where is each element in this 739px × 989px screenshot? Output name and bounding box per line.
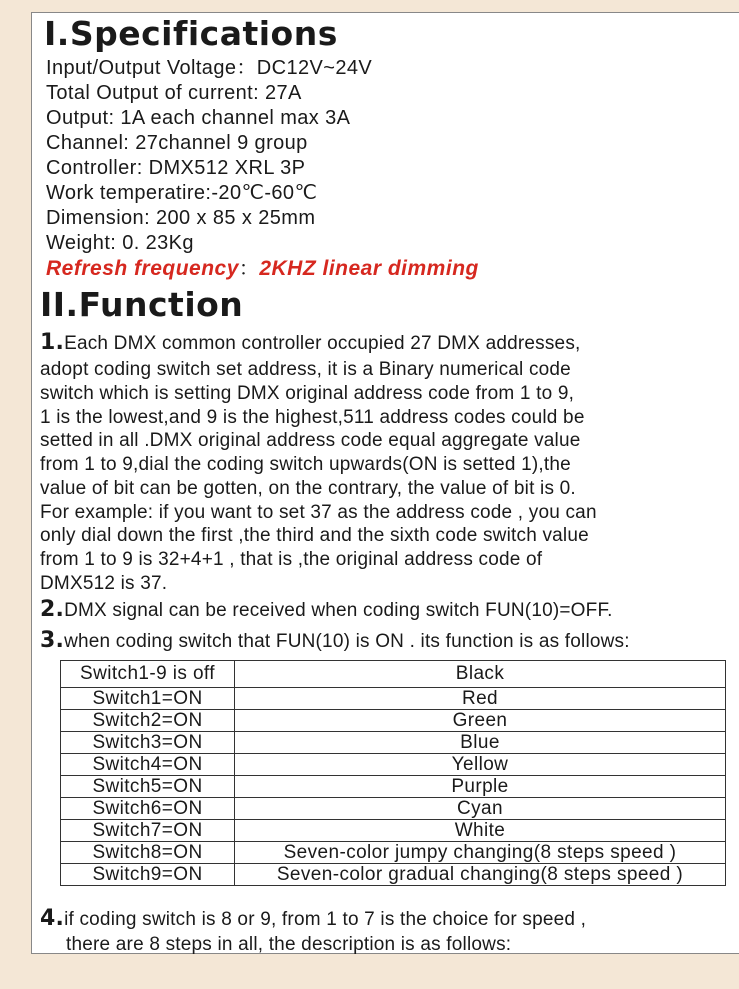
item4-line: 4.if coding switch is 8 or 9, from 1 to 7 is the choice for speed , [40, 906, 587, 931]
item1-line: from 1 to 9 is 32+4+1 , that is ,the original address code of [40, 549, 543, 570]
item2-line: 2.DMX signal can be received when coding switch FUN(10)=OFF. [40, 597, 613, 622]
item3-number: 3. [40, 628, 65, 653]
spec-line: Weight: 0. 23Kg [46, 232, 194, 254]
spec-line: Total Output of current: 27A [46, 82, 302, 104]
item4-number: 4. [40, 906, 65, 931]
refresh-frequency [46, 257, 479, 282]
function-cell: Yellow [235, 754, 726, 776]
switch-cell: Switch1-9 is off [61, 661, 235, 688]
item1-line: 1.Each DMX common controller occupied 27 DMX addresses, [40, 330, 581, 355]
table-row [61, 798, 726, 820]
item1-line: only dial down the first ,the third and the sixth code switch value [40, 525, 589, 546]
switch-cell: Switch9=ON [61, 864, 235, 886]
table-row [61, 842, 726, 864]
refresh-value: 2KHZ linear dimming [259, 257, 479, 280]
switch-cell: Switch3=ON [61, 732, 235, 754]
spec-line: Input/Output Voltage：DC12V~24V [46, 57, 373, 79]
table-row [61, 820, 726, 842]
item1-line: switch which is setting DMX original address code from 1 to 9, [40, 383, 575, 404]
function-title: II.Function [40, 285, 244, 324]
function-cell: White [235, 820, 726, 842]
item1-number: 1. [40, 330, 65, 355]
switch-cell: Switch7=ON [61, 820, 235, 842]
function-cell: Purple [235, 776, 726, 798]
function-cell: Seven-color gradual changing(8 steps speed ) [235, 864, 726, 886]
item1-line: adopt coding switch set address, it is a Binary numerical code [40, 359, 571, 380]
function-cell: Blue [235, 732, 726, 754]
item1-line: 1 is the lowest,and 9 is the highest,511 address codes could be [40, 407, 585, 428]
item1-line: DMX512 is 37. [40, 573, 168, 594]
specifications-title: I.Specifications [44, 14, 338, 53]
item1-line: value of bit can be gotten, on the contrary, the value of bit is 0. [40, 478, 576, 499]
spec-line: Output: 1A each channel max 3A [46, 107, 351, 129]
spec-line: Dimension: 200 x 85 x 25mm [46, 207, 316, 229]
table-row [61, 688, 726, 710]
spec-line: Channel: 27channel 9 group [46, 132, 308, 154]
switch-cell: Switch5=ON [61, 776, 235, 798]
switch-cell: Switch1=ON [61, 688, 235, 710]
table-row [61, 710, 726, 732]
table-row [61, 732, 726, 754]
table-row [61, 661, 726, 688]
table-row [61, 776, 726, 798]
function-cell: Black [235, 661, 726, 688]
switch-function-table [60, 660, 726, 886]
item4-line: there are 8 steps in all, the description is as follows: [66, 934, 512, 955]
switch-cell: Switch2=ON [61, 710, 235, 732]
item1-line: For example: if you want to set 37 as the address code , you can [40, 502, 597, 523]
switch-cell: Switch8=ON [61, 842, 235, 864]
spec-sheet [31, 12, 739, 954]
function-cell: Red [235, 688, 726, 710]
item1-line: from 1 to 9,dial the coding switch upwards(ON is setted 1),the [40, 454, 571, 475]
function-cell: Cyan [235, 798, 726, 820]
refresh-separator: ： [238, 258, 260, 280]
function-cell: Green [235, 710, 726, 732]
item2-number: 2. [40, 597, 65, 622]
table-row [61, 754, 726, 776]
function-cell: Seven-color jumpy changing(8 steps speed ) [235, 842, 726, 864]
spec-line: Controller: DMX512 XRL 3P [46, 157, 306, 179]
item3-line: 3.when coding switch that FUN(10) is ON . its function is as follows: [40, 628, 630, 653]
switch-cell: Switch6=ON [61, 798, 235, 820]
switch-cell: Switch4=ON [61, 754, 235, 776]
refresh-label: Refresh frequency [46, 257, 239, 280]
item1-line: setted in all .DMX original address code equal aggregate value [40, 430, 581, 451]
table-row [61, 864, 726, 886]
spec-line: Work temperatire:-20℃-60℃ [46, 182, 318, 204]
